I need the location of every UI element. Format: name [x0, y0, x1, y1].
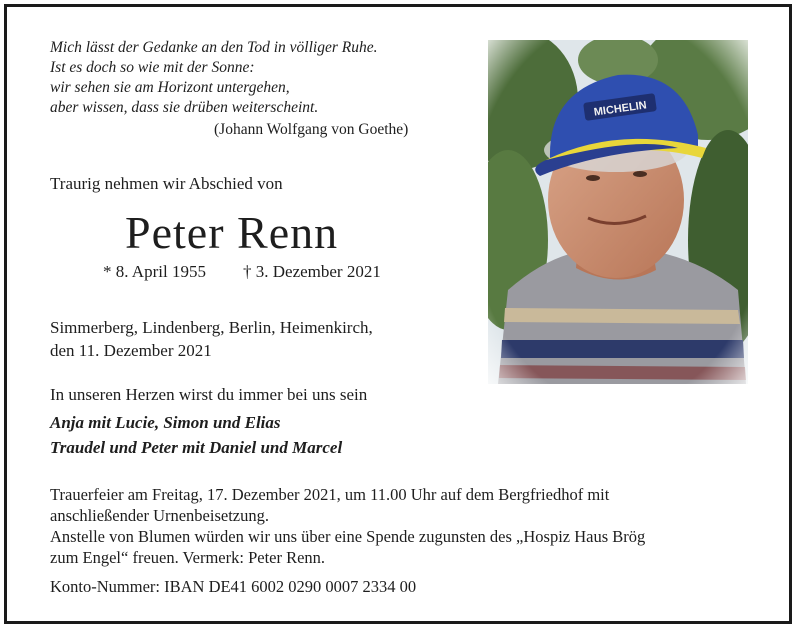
donation-line: Anstelle von Blumen würden wir uns über eine Spende zugunsten des „Hospiz Haus Brög [50, 527, 646, 546]
hearts-line: In unseren Herzen wirst du immer bei uns sein [50, 385, 368, 404]
poem-line: wir sehen sie am Horizont untergehen, [50, 79, 290, 96]
place-line: Simmerberg, Lindenberg, Berlin, Heimenkirch, [50, 318, 373, 337]
intro-text: Traurig nehmen wir Abschied von [50, 174, 283, 193]
bank-account: Konto-Nummer: IBAN DE41 6002 0290 0007 2334 00 [50, 577, 417, 596]
service-line: anschließender Urnenbeisetzung. [50, 506, 269, 525]
donation-line: zum Engel“ freuen. Vermerk: Peter Renn. [50, 548, 326, 567]
date-line: den 11. Dezember 2021 [50, 341, 212, 360]
poem-author: (Johann Wolfgang von Goethe) [214, 121, 409, 138]
family-list [50, 410, 342, 460]
portrait-photo [488, 40, 748, 384]
death-date: † 3. Dezember 2021 [243, 262, 381, 281]
poem-line: Ist es doch so wie mit der Sonne: [50, 59, 255, 76]
place-date [50, 316, 373, 362]
poem-line: Mich lässt der Gedanke an den Tod in völliger Ruhe. [50, 39, 378, 56]
poem [50, 38, 450, 118]
service-info [50, 484, 760, 568]
poem-line: aber wissen, dass sie drüben weiterscheint. [50, 99, 319, 116]
service-line: Trauerfeier am Freitag, 17. Dezember 2021, um 11.00 Uhr auf dem Bergfriedhof mit [50, 485, 610, 504]
family-line: Anja mit Lucie, Simon und Elias [50, 413, 281, 432]
birth-date: * 8. April 1955 [103, 262, 206, 281]
family-line: Traudel und Peter mit Daniel und Marcel [50, 438, 343, 457]
deceased-name: Peter Renn [125, 207, 339, 258]
